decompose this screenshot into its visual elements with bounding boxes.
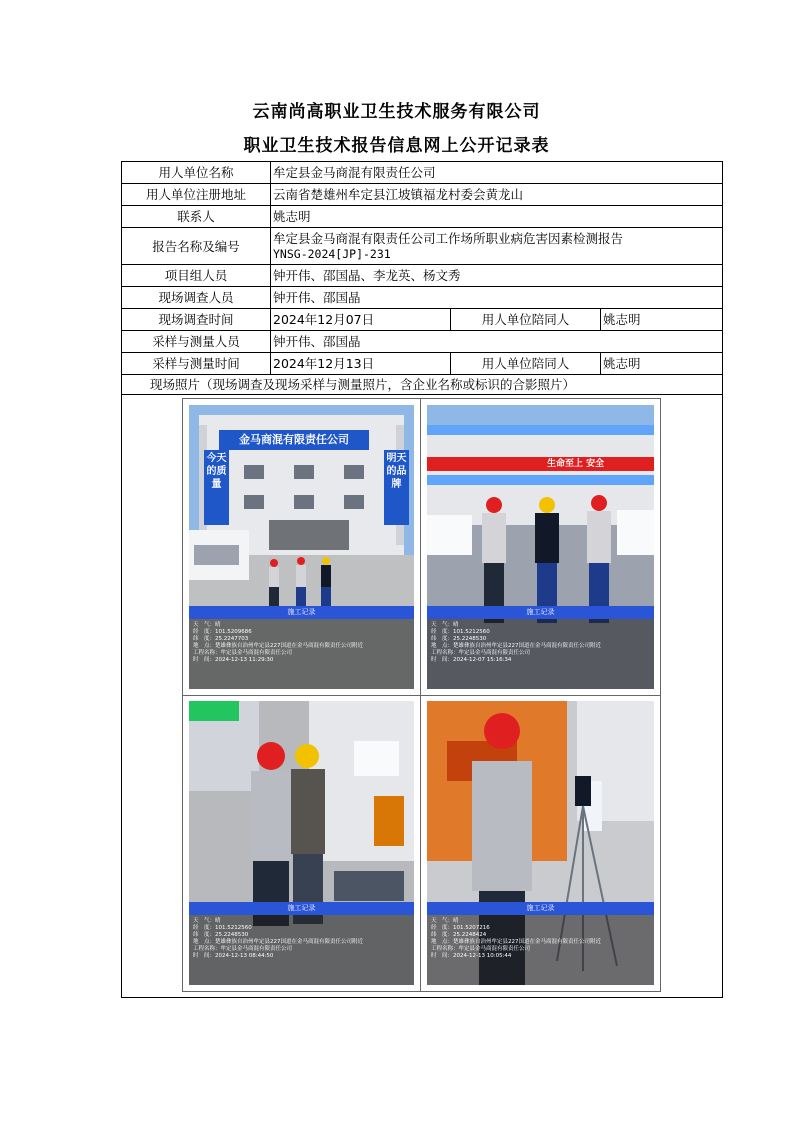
record-table: [121, 161, 723, 998]
photo-2-stamp: [427, 608, 654, 689]
photo-2-sign: 生命至上 安全: [547, 459, 605, 469]
photo-2-stamp-line: 纬 度：25.2248530: [431, 636, 487, 642]
row-sampling-time: [122, 353, 723, 375]
survey-companion-value: 姚志明: [601, 309, 723, 331]
site-photo-4: [427, 701, 654, 985]
sampling-companion-label: 用人单位陪同人: [451, 353, 601, 375]
photo-1-stamp-line: 时 间：2024-12-13 11:29:30: [193, 657, 274, 663]
photo-4-stamp-line: 地 点：楚雄彝族自治州牟定县227国道在金马商混有限责任公司附近: [431, 939, 602, 945]
photo-2-stamp-line: 经 度：101.5212560: [431, 629, 490, 635]
sampling-companion-value: 姚志明: [601, 353, 723, 375]
form-title: 职业卫生技术报告信息网上公开记录表: [243, 136, 550, 156]
survey-time-value: 2024年12月07日: [271, 309, 451, 331]
photo-4-stamp-title: 施工记录: [427, 902, 654, 915]
report-value: [271, 228, 723, 265]
photo-1-stamp: [189, 608, 414, 689]
site-photo-2: [427, 405, 654, 689]
photo-2-stamp-line: 工程名称：牟定县金马商混有限责任公司: [431, 650, 531, 656]
photo-3-stamp: [189, 904, 414, 985]
sampling-staff-value: 钟开伟、邵国晶: [271, 331, 723, 353]
photo-1-stamp-line: 经 度：101.5209686: [193, 629, 252, 635]
photo-3-stamp-line: 地 点：楚雄彝族自治州牟定县227国道在金马商混有限责任公司附近: [193, 939, 364, 945]
photo-3-stamp-line: 经 度：101.5212560: [193, 925, 252, 931]
photo-4-stamp-line: 天 气：晴: [431, 918, 459, 924]
photos-label: 现场照片（现场调查及现场采样与测量照片，含企业名称或标识的合影照片）: [122, 375, 723, 395]
site-photo-1: [189, 405, 414, 689]
row-team: [122, 265, 723, 287]
report-number: YNSG-2024[JP]-231: [273, 246, 391, 261]
photo-1-stamp-line: 纬 度：25.2247703: [193, 636, 249, 642]
team-label: 项目组人员: [122, 265, 271, 287]
employer-name-label: 用人单位名称: [122, 162, 271, 184]
row-employer-address: [122, 184, 723, 206]
photo-1-stamp-title: 施工记录: [189, 606, 414, 619]
photo-3-stamp-line: 时 间：2024-12-13 08:44:50: [193, 953, 274, 959]
sampling-time-value: 2024年12月13日: [271, 353, 451, 375]
photos-cell: [122, 395, 723, 998]
photo-4-stamp-line: 经 度：101.5207216: [431, 925, 490, 931]
photo-4-stamp-line: 工程名称：牟定县金马商混有限责任公司: [431, 946, 531, 952]
employer-address-label: 用人单位注册地址: [122, 184, 271, 206]
survey-staff-label: 现场调查人员: [122, 287, 271, 309]
photo-2-stamp-title: 施工记录: [427, 606, 654, 619]
row-survey-staff: [122, 287, 723, 309]
sampling-staff-label: 采样与测量人员: [122, 331, 271, 353]
row-report: [122, 228, 723, 265]
row-photos-label: [122, 375, 723, 395]
sampling-time-label: 采样与测量时间: [122, 353, 271, 375]
photo-3-stamp-line: 纬 度：25.2248530: [193, 932, 249, 938]
photo-2-stamp-line: 时 间：2024-12-07 15:16:34: [431, 657, 512, 663]
row-contact: [122, 206, 723, 228]
contact-label: 联系人: [122, 206, 271, 228]
photo-1-stamp-line: 地 点：楚雄彝族自治州牟定县227国道在金马商混有限责任公司附近: [193, 643, 364, 649]
photo-3-stamp-line: 天 气：晴: [193, 918, 221, 924]
team-value: 钟开伟、邵国晶、李龙英、杨文秀: [271, 265, 723, 287]
photo-2-stamp-line: 天 气：晴: [431, 622, 459, 628]
photo-1-banner-right: 明天的品牌: [386, 453, 407, 490]
photo-3-stamp-line: 工程名称：牟定县金马商混有限责任公司: [193, 946, 293, 952]
photo-4-stamp: [427, 904, 654, 985]
site-photo-3: [189, 701, 414, 985]
row-sampling-staff: [122, 331, 723, 353]
report-label: 报告名称及编号: [122, 228, 271, 265]
photo-3-stamp-title: 施工记录: [189, 902, 414, 915]
row-employer-name: [122, 162, 723, 184]
grid-divider-horizontal: [183, 695, 660, 696]
photo-4-stamp-line: 纬 度：25.2248424: [431, 932, 487, 938]
employer-name-value: 牟定县金马商混有限责任公司: [271, 162, 723, 184]
survey-time-label: 现场调查时间: [122, 309, 271, 331]
photo-2-stamp-line: 地 点：楚雄彝族自治州牟定县227国道在金马商混有限责任公司附近: [431, 643, 602, 649]
row-survey-time: [122, 309, 723, 331]
photo-1-stamp-line: 工程名称：牟定县金马商混有限责任公司: [193, 650, 293, 656]
survey-companion-label: 用人单位陪同人: [451, 309, 601, 331]
photo-1-stamp-line: 天 气：晴: [193, 622, 221, 628]
contact-value: 姚志明: [271, 206, 723, 228]
employer-address-value: 云南省楚雄州牟定县江坡镇福龙村委会黄龙山: [271, 184, 723, 206]
company-title: 云南尚高职业卫生技术服务有限公司: [252, 102, 541, 122]
photo-4-stamp-line: 时 间：2024-12-13 10:05:44: [431, 953, 512, 959]
photo-grid: [182, 398, 661, 992]
survey-staff-value: 钟开伟、邵国晶: [271, 287, 723, 309]
photo-1-banner-left: 今天的质量: [206, 453, 227, 490]
photo-1-sign: 金马商混有限责任公司: [239, 433, 349, 446]
report-name: 牟定县金马商混有限责任公司工作场所职业病危害因素检测报告: [273, 230, 624, 246]
row-photos: [122, 395, 723, 998]
